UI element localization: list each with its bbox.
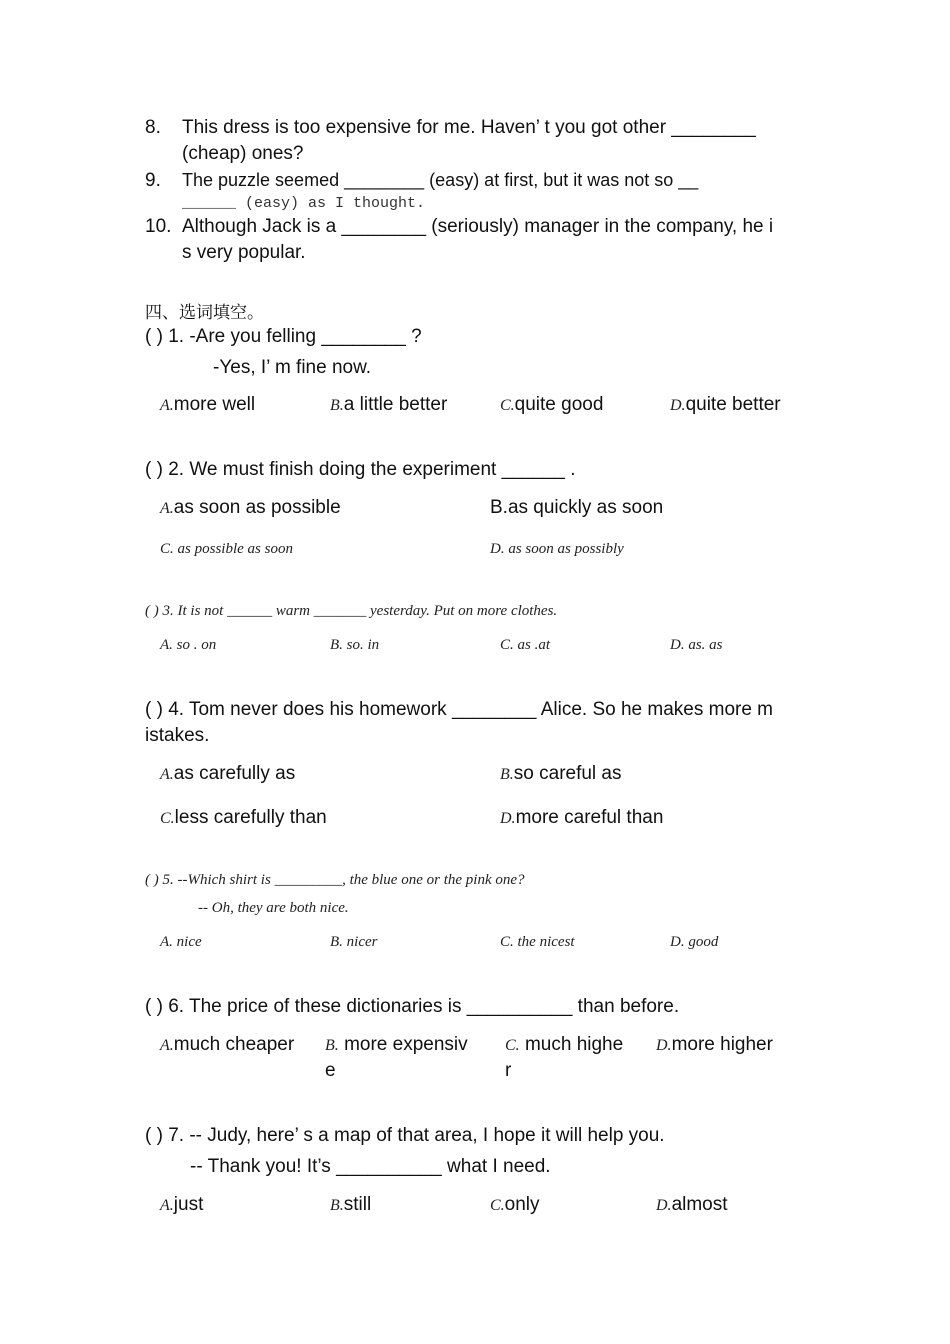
question-stem: ( ) 5. --Which shirt is _________, the blue one or the pink one? — [145, 872, 525, 888]
option-b: B.still — [330, 1194, 372, 1215]
option-d: D. as soon as possibly — [490, 541, 624, 557]
option-d: D. as. as — [670, 637, 723, 653]
item-number: 10. — [145, 216, 172, 237]
option-d: D.quite better — [670, 394, 781, 415]
option-a: A. so . on — [160, 637, 217, 653]
option-c: C.quite good — [500, 394, 604, 415]
option-b: B.so careful as — [500, 763, 622, 784]
option-c: C. the nicest — [500, 934, 575, 950]
option-c: C. as possible as soon — [160, 541, 293, 557]
question-stem-continued: istakes. — [145, 725, 210, 746]
item-number: 9. — [145, 170, 161, 191]
question-stem: ( ) 2. We must finish doing the experiment ______ . — [145, 459, 576, 480]
question-stem: ( ) 7. -- Judy, here’ s a map of that area, I hope it will help you. — [145, 1125, 665, 1146]
item-text: Although Jack is a ________ (seriously) manager in the company, he i — [182, 216, 774, 237]
option-a: A.more well — [160, 394, 256, 415]
option-a: A. nice — [160, 934, 202, 950]
option-d: D.more careful than — [500, 807, 664, 828]
option-a: A.just — [160, 1194, 204, 1215]
question-reply: -Yes, I’ m fine now. — [213, 357, 372, 378]
question-stem: ( ) 4. Tom never does his homework ________ Alice. So he makes more m — [145, 699, 774, 720]
option-a: A.as carefully as — [160, 763, 296, 784]
option-b: B. more expensiv — [325, 1034, 468, 1055]
question-stem: ( ) 1. -Are you felling ________ ? — [145, 326, 422, 347]
option-d: D. good — [670, 934, 719, 950]
item-text: This dress is too expensive for me. Haven’ t you got other ________ — [182, 117, 756, 138]
question-reply: -- Thank you! It’s __________ what I need. — [190, 1156, 551, 1177]
section-title: 四、选词填空。 — [145, 303, 264, 323]
item-text: ______ (easy) as I thought. — [182, 195, 426, 212]
option-d: D.more higher — [656, 1034, 773, 1055]
option-c: C.less carefully than — [160, 807, 327, 828]
option-b: B. so. in — [330, 637, 380, 653]
option-c-continued: r — [505, 1060, 512, 1081]
option-d: D.almost — [656, 1194, 728, 1215]
option-c: C. as .at — [500, 637, 551, 653]
option-a: A.as soon as possible — [160, 497, 341, 518]
item-text: s very popular. — [182, 242, 306, 263]
question-stem: ( ) 3. It is not ______ warm _______ yesterday. Put on more clothes. — [145, 603, 558, 619]
option-b: B. nicer — [330, 934, 378, 950]
option-b: B.as quickly as soon — [490, 497, 664, 518]
option-b: B.a little better — [330, 394, 448, 415]
option-c: C. much highe — [505, 1034, 624, 1055]
question-reply: -- Oh, they are both nice. — [198, 900, 349, 916]
item-text: (cheap) ones? — [182, 143, 304, 164]
question-stem: ( ) 6. The price of these dictionaries is __________ than before. — [145, 996, 680, 1017]
option-c: C.only — [490, 1194, 540, 1215]
item-text: The puzzle seemed ________ (easy) at first, but it was not so __ — [182, 170, 699, 190]
item-number: 8. — [145, 117, 161, 138]
option-b-continued: e — [325, 1060, 336, 1081]
option-a: A.much cheaper — [160, 1034, 295, 1055]
